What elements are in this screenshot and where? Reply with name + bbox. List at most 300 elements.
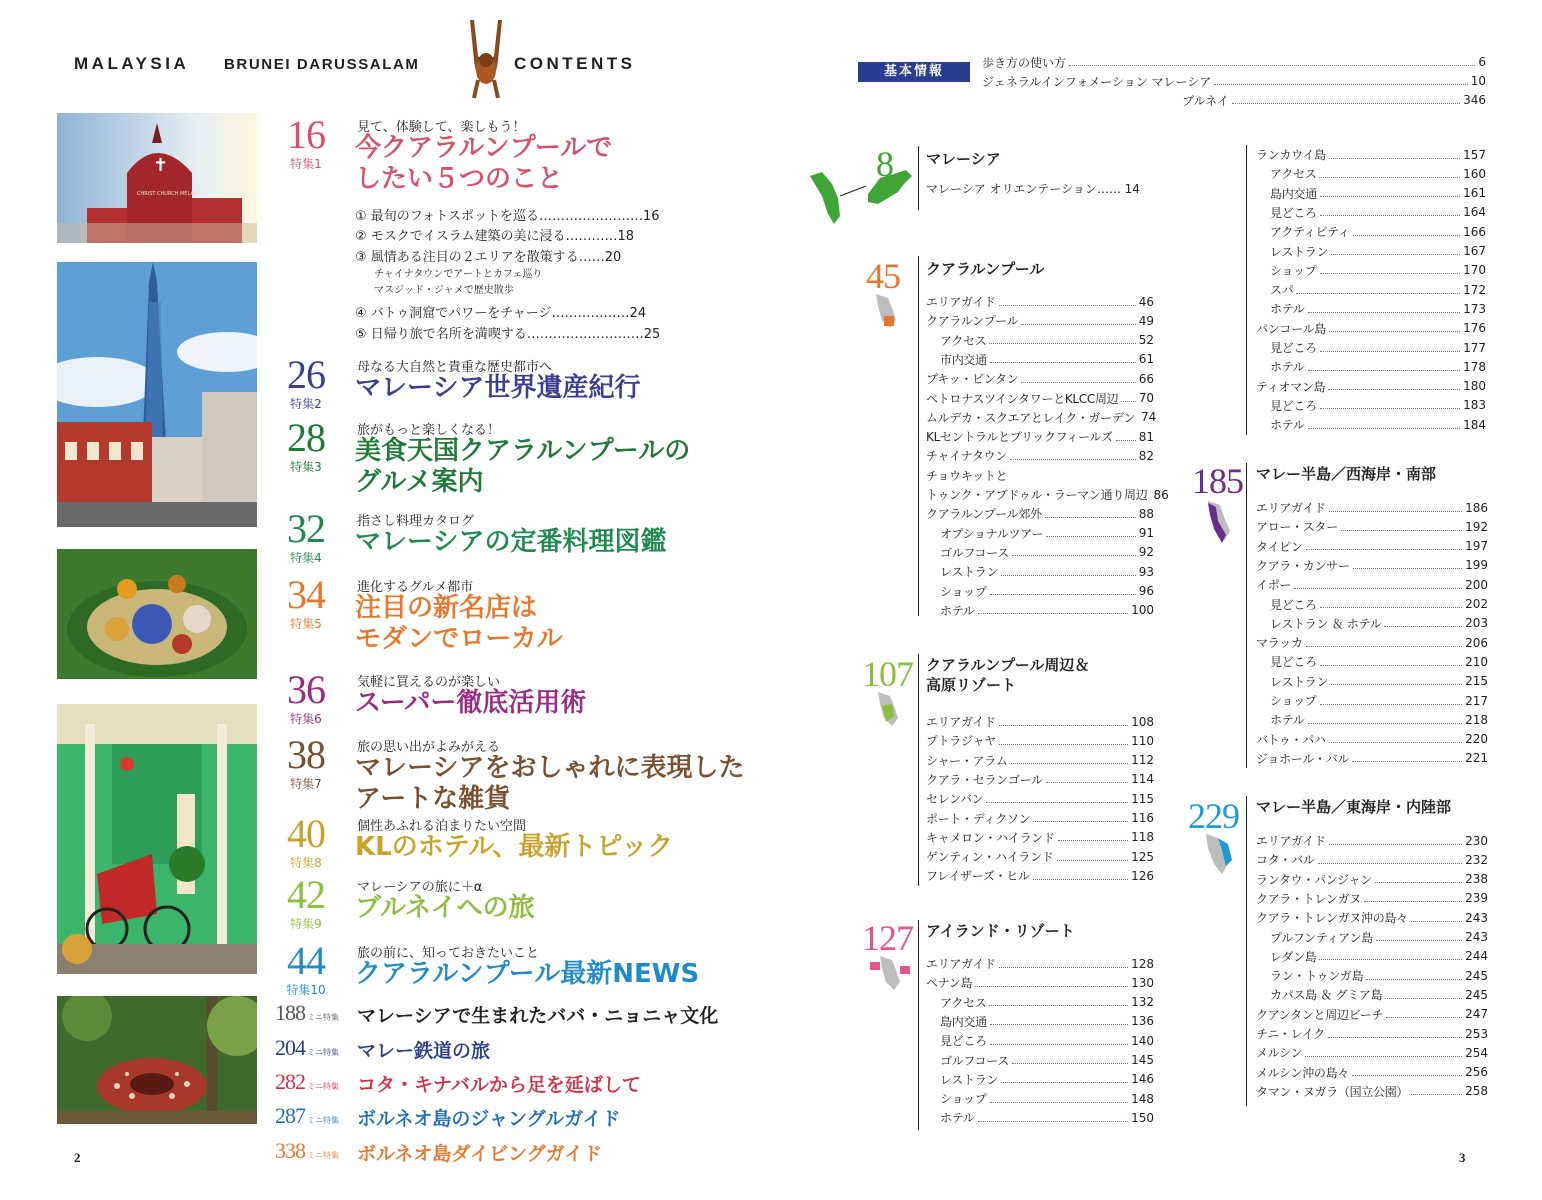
dot-leader <box>989 336 1135 344</box>
dot-leader <box>1012 1056 1128 1064</box>
sub-item[interactable]: ② モスクでイスラム建築の美に浸る…………18 <box>355 229 635 244</box>
feature-tag: 特集9 <box>290 917 322 931</box>
toc-page: 130 <box>1131 975 1154 990</box>
toc-row[interactable] <box>926 485 1169 504</box>
dot-leader <box>1328 1030 1462 1038</box>
dot-leader <box>1010 452 1136 460</box>
mini-page-number: 287 <box>275 1103 305 1128</box>
toc-row[interactable] <box>926 446 1154 465</box>
toc-row[interactable] <box>1256 575 1488 594</box>
toc-row[interactable] <box>1256 415 1486 434</box>
feature-entry[interactable] <box>275 572 715 654</box>
mini-feature-entry[interactable] <box>275 1069 695 1095</box>
section-title-line2[interactable]: 高原リゾート <box>926 676 1017 694</box>
toc-label: チャイナタウン <box>926 449 1007 464</box>
toc-page: 150 <box>1131 1110 1154 1125</box>
feature-kicker: 旅の前に、知っておきたいこと <box>357 946 540 961</box>
feature-title[interactable]: 注目の新名店は <box>355 593 538 623</box>
toc-page: 52 <box>1138 333 1154 348</box>
toc-row[interactable] <box>926 973 1154 992</box>
toc-row[interactable] <box>1256 614 1488 633</box>
dot-leader <box>1320 697 1463 705</box>
dot-leader <box>1214 77 1467 85</box>
toc-label: レダン島 <box>1270 949 1317 964</box>
toc-page: 172 <box>1463 282 1486 297</box>
toc-row[interactable] <box>1256 222 1486 241</box>
header-brunei: BRUNEI DARUSSALAM <box>224 56 420 73</box>
toc-page: 118 <box>1131 830 1154 845</box>
toc-page: 245 <box>1465 987 1488 1002</box>
toc-page: 254 <box>1465 1045 1488 1060</box>
mini-feature-entry[interactable] <box>275 1035 695 1061</box>
dot-leader <box>1012 548 1136 556</box>
toc-page: 145 <box>1131 1053 1154 1067</box>
toc-label: ペナン島 <box>926 976 973 991</box>
row-page: 6 <box>1478 55 1486 69</box>
toc-page: 218 <box>1465 712 1488 727</box>
toc-row[interactable] <box>926 1089 1154 1108</box>
dot-leader <box>1319 952 1462 960</box>
section-east-coast <box>1188 796 1488 1106</box>
feature-kicker: 見て、体験して、楽しもう！ <box>357 120 526 135</box>
island-map-icon <box>870 956 914 996</box>
toc-page: 202 <box>1465 597 1488 611</box>
toc-label: ホテル <box>1270 302 1305 317</box>
toc-row[interactable] <box>1256 947 1488 966</box>
feature-entry[interactable] <box>275 506 715 579</box>
toc-label: クアラルンプール <box>926 314 1019 329</box>
toc-label: ショップ <box>940 1092 987 1107</box>
toc-row[interactable] <box>926 1108 1154 1127</box>
church-sign: CHRIST CHURCH MELAKA <box>137 191 201 197</box>
feature-title[interactable]: マレーシア世界遺産紀行 <box>355 373 641 403</box>
toc-row[interactable] <box>1256 595 1488 614</box>
mini-feature-entry[interactable] <box>275 1000 719 1027</box>
toc-row[interactable] <box>1256 145 1486 164</box>
toc-page: 206 <box>1465 635 1488 650</box>
feature-title[interactable]: モダンでローカル <box>355 624 563 654</box>
toc-page: 112 <box>1131 753 1154 768</box>
section-kl-surroundings <box>862 654 1156 886</box>
toc-row[interactable] <box>1256 396 1486 415</box>
feature-entry[interactable] <box>275 667 715 740</box>
dot-leader <box>986 795 1128 803</box>
toc-page: 200 <box>1465 577 1488 592</box>
section-title[interactable]: マレー半島／西海岸・南部 <box>1256 465 1437 483</box>
toc-label: 見どころ <box>1270 398 1317 413</box>
toc-page: 220 <box>1465 732 1488 747</box>
toc-label: タマン・ヌガラ（国立公園） <box>1256 1084 1409 1099</box>
toc-row[interactable] <box>1256 203 1486 222</box>
toc-row[interactable] <box>1256 710 1488 729</box>
toc-row[interactable] <box>1256 164 1486 183</box>
toc-row[interactable] <box>1256 1005 1488 1024</box>
toc-row[interactable] <box>926 712 1154 731</box>
toc-label: エリアガイド <box>926 295 996 309</box>
toc-page: 221 <box>1465 751 1488 766</box>
toc-label: ホテル <box>1270 418 1305 433</box>
toc-page: 245 <box>1465 968 1488 983</box>
toc-label: 見どころ <box>1270 341 1317 355</box>
rafflesia-photo <box>57 996 257 1124</box>
mini-title[interactable]: ボルネオ島のジャングルガイド <box>357 1108 621 1130</box>
toc-row[interactable] <box>1256 691 1488 710</box>
toc-page: 82 <box>1138 448 1154 463</box>
section-title[interactable]: マレーシア <box>926 150 1001 168</box>
toc-row[interactable] <box>926 1051 1154 1070</box>
mini-title[interactable]: コタ・キナバルから足を延ばして <box>357 1074 641 1096</box>
toc-label: ショップ <box>1270 694 1317 708</box>
toc-row[interactable] <box>926 993 1154 1012</box>
toc-row[interactable] <box>1256 357 1486 376</box>
toc-label: フレイザーズ・ヒル <box>926 869 1030 884</box>
orangutan-icon <box>456 20 516 100</box>
toc-label: キャメロン・ハイランド <box>926 830 1055 845</box>
toc-page: 88 <box>1138 506 1154 521</box>
toc-label: レストラン <box>1270 244 1329 259</box>
dot-leader <box>1011 756 1129 764</box>
mini-tag: ミニ特集 <box>307 1013 339 1022</box>
feature-page-number: 34 <box>287 572 325 617</box>
toc-label: チョウキットと <box>926 468 1008 483</box>
toc-row[interactable] <box>926 524 1154 543</box>
toc-page: 157 <box>1463 147 1486 162</box>
toc-row[interactable] <box>1256 498 1488 517</box>
row-page: 346 <box>1463 93 1486 107</box>
toc-row[interactable] <box>1256 377 1486 396</box>
toc-page: 108 <box>1131 714 1154 729</box>
toc-page: 132 <box>1131 995 1154 1010</box>
basic-info-row[interactable] <box>982 72 1486 90</box>
feature-entry[interactable] <box>275 732 745 814</box>
toc-row[interactable] <box>926 954 1154 973</box>
toc-row[interactable] <box>926 504 1154 523</box>
section-island-resorts <box>862 920 1156 1130</box>
toc-page: 170 <box>1463 263 1486 278</box>
toc-label: ランカウイ島 <box>1256 148 1326 162</box>
dot-leader <box>1320 208 1460 216</box>
feature-title[interactable]: グルメ案内 <box>355 467 484 497</box>
toc-label: トゥンク・アブドゥル・ラーマン通り周辺 <box>926 488 1148 502</box>
toc-page: 256 <box>1465 1065 1488 1080</box>
toc-row[interactable] <box>1256 319 1486 338</box>
dot-leader <box>1320 344 1460 352</box>
dot-leader <box>1296 286 1460 294</box>
dot-leader <box>1329 151 1460 159</box>
dot-leader <box>990 587 1136 595</box>
feature-kicker: 旅の思い出がよみがえる <box>357 740 501 755</box>
toc-label: 見どころ <box>1270 655 1317 670</box>
toc-label: レストラン <box>1270 674 1329 689</box>
sub-item[interactable]: ③ 風情ある注目の２エリアを散策する……20 <box>355 250 622 265</box>
toc-row[interactable] <box>926 389 1154 408</box>
feature-tag: 特集8 <box>290 856 322 870</box>
section-page-number: 185 <box>1192 461 1243 501</box>
toc-page: 46 <box>1138 294 1154 309</box>
sub-item[interactable]: ① 最旬のフォトスポットを巡る……………………16 <box>355 209 660 224</box>
feature-entry[interactable] <box>275 811 715 884</box>
toc-row[interactable] <box>1256 652 1488 671</box>
toc-row[interactable] <box>926 582 1154 601</box>
dot-leader <box>1058 833 1128 841</box>
kl-surroundings-map-icon <box>872 692 906 732</box>
toc-page: 81 <box>1138 429 1154 444</box>
toc-row[interactable] <box>926 731 1154 750</box>
feature-title[interactable]: スーパー徹底活用術 <box>355 688 587 718</box>
dot-leader <box>1331 677 1462 685</box>
toc-page: 197 <box>1465 539 1488 554</box>
toc-row[interactable] <box>926 1012 1154 1031</box>
toc-page: 230 <box>1465 833 1488 848</box>
feature-title[interactable]: マレーシアの定番料理図鑑 <box>355 527 667 557</box>
feature-tag: 特集3 <box>290 460 322 474</box>
dot-leader <box>1318 856 1463 864</box>
section-title[interactable]: アイランド・リゾート <box>926 922 1075 940</box>
toc-row[interactable] <box>1256 261 1486 280</box>
toc-row[interactable] <box>1256 908 1488 927</box>
toc-row[interactable] <box>1256 966 1488 985</box>
toc-label: 島内交通 <box>1270 186 1317 201</box>
dot-leader <box>989 998 1128 1006</box>
feature-title[interactable]: したい５つのこと <box>355 164 564 194</box>
toc-row[interactable] <box>926 751 1154 770</box>
toc-row[interactable] <box>1256 985 1488 1004</box>
feature-title[interactable]: マレーシアをおしゃれに表現した <box>355 753 745 783</box>
section-subitem[interactable]: マレーシア オリエンテーション…… 14 <box>926 182 1140 196</box>
dot-leader <box>1341 523 1462 531</box>
toc-label: レストラン <box>940 565 999 580</box>
toc-row[interactable] <box>1256 889 1488 908</box>
feature-title[interactable]: KLのホテル、最新トピック <box>355 832 674 862</box>
toc-label: アクティビティ <box>1270 225 1350 240</box>
toc-row[interactable] <box>1256 1043 1488 1062</box>
toc-page: 192 <box>1465 519 1488 534</box>
toc-page: 239 <box>1465 891 1488 906</box>
sub-item[interactable]: ⑤ 日帰り旅で名所を満喫する………………………25 <box>355 327 661 342</box>
basic-info-badge: 基本情報 <box>858 62 970 82</box>
kl-tower-photo <box>57 262 257 527</box>
toc-row[interactable] <box>1256 870 1488 889</box>
section-page-number: 127 <box>862 918 913 958</box>
dot-leader <box>1001 1075 1128 1083</box>
dot-leader <box>1308 421 1461 429</box>
dot-leader <box>1308 363 1461 371</box>
toc-row[interactable] <box>926 466 1154 485</box>
toc-label: ゴルフコース <box>940 545 1010 560</box>
toc-row[interactable] <box>1256 537 1488 556</box>
toc-label: レストラン <box>940 1072 999 1087</box>
mini-feature-entry[interactable] <box>275 1138 695 1164</box>
mini-page-number: 204 <box>275 1035 305 1060</box>
feature-tag: 特集1 <box>290 157 322 171</box>
east-coast-map-icon <box>1198 834 1238 878</box>
feature-tag: 特集10 <box>286 983 326 997</box>
toc-row[interactable] <box>926 1031 1154 1050</box>
feature-entry[interactable] <box>275 415 715 497</box>
toc-row[interactable] <box>1256 850 1488 869</box>
toc-row[interactable] <box>1256 338 1486 357</box>
toc-label: ホテル <box>1270 360 1305 375</box>
toc-row[interactable] <box>1256 1024 1488 1043</box>
toc-page: 114 <box>1131 772 1154 787</box>
house-photo <box>57 704 257 974</box>
toc-page: 100 <box>1131 603 1154 618</box>
toc-page: 176 <box>1463 321 1486 336</box>
feature-title[interactable]: アートな雑貨 <box>355 784 511 814</box>
toc-row[interactable] <box>926 543 1154 562</box>
section-title[interactable]: クアラルンプール <box>926 260 1045 278</box>
toc-label: プトラジャヤ <box>926 734 996 749</box>
row-label: 歩き方の使い方 <box>982 55 1067 70</box>
dot-leader <box>1329 735 1462 743</box>
toc-row[interactable] <box>1256 184 1486 203</box>
feature-page-number: 42 <box>287 872 325 917</box>
feature-entry[interactable] <box>275 112 715 194</box>
dot-leader <box>1328 382 1460 390</box>
section-malaysia <box>808 146 1168 226</box>
toc-row[interactable] <box>1256 556 1488 575</box>
toc-page: 61 <box>1138 352 1154 367</box>
toc-page: 93 <box>1138 564 1154 579</box>
toc-row[interactable] <box>926 311 1154 330</box>
toc-row[interactable] <box>926 601 1154 620</box>
malaysia-map-icon <box>808 166 914 226</box>
toc-row[interactable] <box>926 408 1157 427</box>
section-page-number: 45 <box>866 256 900 296</box>
dot-leader <box>999 960 1128 968</box>
basic-info-row[interactable] <box>982 53 1486 71</box>
toc-row[interactable] <box>1256 299 1486 318</box>
toc-row[interactable] <box>1256 1063 1488 1082</box>
toc-row[interactable] <box>926 427 1154 446</box>
toc-label: 見どころ <box>940 1034 987 1049</box>
feature-tag: 特集5 <box>290 617 322 631</box>
section-title[interactable]: クアラルンプール周辺＆ <box>926 656 1090 674</box>
dot-leader <box>1033 814 1128 822</box>
feature-entry[interactable] <box>275 352 715 425</box>
toc-label: ラン・トゥンガ島 <box>1270 969 1364 984</box>
sub-item[interactable]: ④ バトゥ洞窟でパワーをチャージ………………24 <box>355 306 647 321</box>
toc-page: 238 <box>1465 872 1488 887</box>
page-number-right: 3 <box>1459 1150 1466 1165</box>
dot-leader <box>1329 324 1460 332</box>
toc-row[interactable] <box>1256 242 1486 261</box>
toc-row[interactable] <box>926 866 1154 885</box>
toc-row[interactable] <box>926 369 1154 388</box>
toc-row[interactable] <box>926 350 1154 369</box>
toc-page: 110 <box>1131 733 1154 748</box>
toc-row[interactable] <box>1256 730 1488 749</box>
toc-row[interactable] <box>1256 928 1488 947</box>
toc-row[interactable] <box>926 562 1154 581</box>
dot-leader <box>1121 394 1135 402</box>
toc-row[interactable] <box>926 847 1154 866</box>
toc-page: 166 <box>1463 224 1486 239</box>
toc-label: ショップ <box>940 584 987 599</box>
feature-title[interactable]: クアラルンプール最新NEWS <box>355 959 700 989</box>
feature-entry[interactable] <box>275 872 715 945</box>
toc-row[interactable] <box>926 828 1154 847</box>
mini-feature-entry[interactable] <box>275 1103 695 1129</box>
toc-row[interactable] <box>1256 633 1488 652</box>
toc-row[interactable] <box>926 1070 1154 1089</box>
mini-title[interactable]: マレー鉄道の旅 <box>357 1040 491 1062</box>
toc-page: 253 <box>1465 1026 1488 1041</box>
toc-label: ランタウ・パンジャン <box>1256 872 1372 887</box>
dot-leader <box>1331 247 1460 255</box>
kl-map-icon <box>870 294 904 334</box>
dot-leader <box>999 718 1128 726</box>
dot-leader <box>1411 914 1462 922</box>
toc-row[interactable] <box>926 789 1154 808</box>
toc-row[interactable] <box>926 809 1154 828</box>
toc-label: クアラルンプール郊外 <box>926 507 1042 522</box>
section-title[interactable]: マレー半島／東海岸・内陸部 <box>1256 798 1452 816</box>
toc-page: 178 <box>1463 359 1486 374</box>
feature-tag: 特集4 <box>290 551 322 565</box>
toc-page: 96 <box>1138 584 1154 598</box>
toc-label: バトゥ・パハ <box>1256 732 1326 747</box>
dot-leader <box>1294 581 1462 589</box>
feature-page-number: 16 <box>287 112 325 157</box>
toc-label: エリアガイド <box>1256 834 1326 848</box>
toc-row[interactable] <box>1256 280 1486 299</box>
mini-page-number: 338 <box>275 1138 305 1163</box>
toc-row[interactable] <box>1256 672 1488 691</box>
page-number-left: 2 <box>74 1150 81 1165</box>
feature-title[interactable]: 美食天国クアラルンプールの <box>355 436 691 466</box>
toc-row[interactable] <box>926 770 1154 789</box>
toc-row[interactable] <box>1256 517 1488 536</box>
toc-row[interactable] <box>1256 831 1488 850</box>
feature-tag: 特集6 <box>290 712 322 726</box>
toc-label: ポート・ディクソン <box>926 811 1031 826</box>
toc-row[interactable] <box>926 331 1154 350</box>
feature-title[interactable]: ブルネイへの旅 <box>355 893 535 923</box>
toc-row[interactable] <box>926 292 1154 311</box>
toc-page: 217 <box>1465 693 1488 708</box>
toc-page: 258 <box>1465 1084 1488 1099</box>
toc-label: プルフンティアン島 <box>1270 930 1373 945</box>
toc-page: 232 <box>1465 852 1488 867</box>
toc-label: アクセス <box>940 333 987 348</box>
toc-label: 見どころ <box>1270 205 1317 220</box>
toc-page: 244 <box>1465 949 1488 964</box>
toc-label: コタ・バル <box>1256 853 1315 868</box>
toc-page: 186 <box>1465 500 1488 515</box>
dot-leader <box>1352 754 1462 762</box>
toc-page: 184 <box>1463 417 1486 432</box>
feature-kicker: 気軽に買えるのが楽しい <box>357 675 501 690</box>
toc-label: アクセス <box>1270 167 1317 182</box>
mini-title[interactable]: ボルネオ島ダイビングガイド <box>357 1143 603 1165</box>
toc-page: 167 <box>1463 244 1486 258</box>
basic-info-row[interactable] <box>982 91 1486 109</box>
dot-leader <box>1306 542 1463 550</box>
dot-leader <box>1057 853 1129 861</box>
toc-row[interactable] <box>1256 749 1488 768</box>
dot-leader <box>1329 504 1462 512</box>
toc-page: 126 <box>1131 868 1154 883</box>
feature-title[interactable]: 今クアラルンプールで <box>355 133 613 163</box>
toc-page: 243 <box>1465 910 1488 925</box>
dot-leader <box>1021 375 1135 383</box>
dot-leader <box>1045 510 1136 518</box>
feature-kicker: 指さし料理カタログ <box>357 514 475 529</box>
dot-leader <box>1320 401 1460 409</box>
toc-row[interactable] <box>1256 1082 1488 1101</box>
mini-title[interactable]: マレーシアで生まれたババ・ニョニャ文化 <box>357 1005 719 1027</box>
